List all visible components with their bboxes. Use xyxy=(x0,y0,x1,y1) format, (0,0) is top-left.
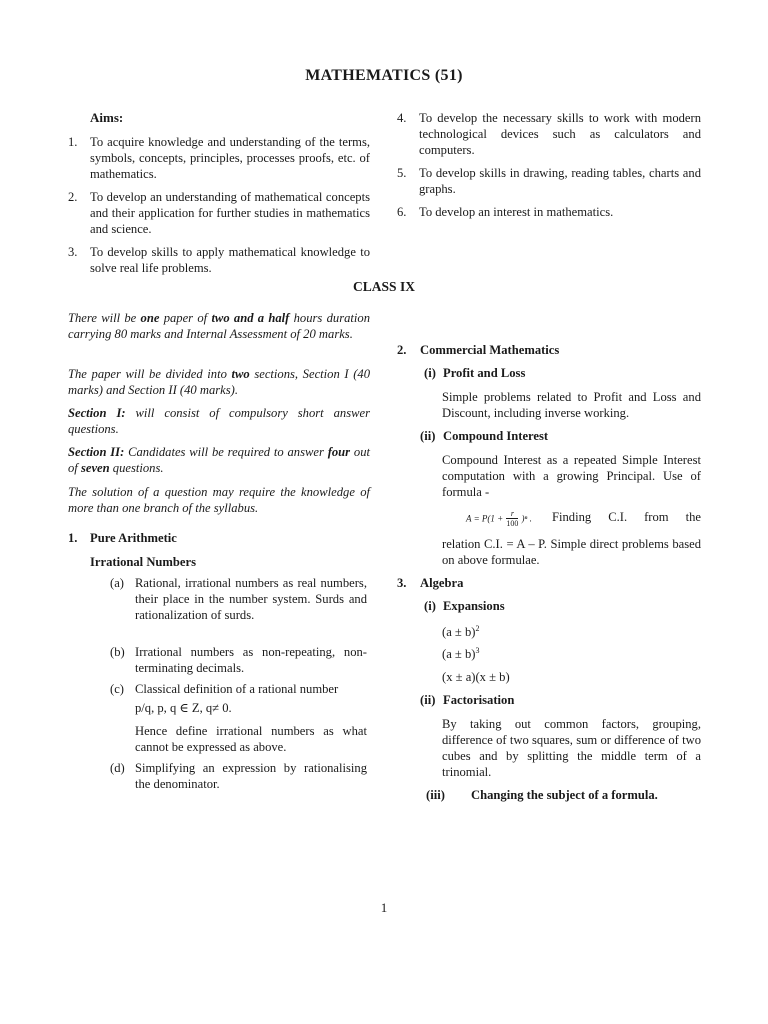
item-label: (a) xyxy=(110,576,124,590)
aim-item xyxy=(397,204,701,220)
aim-number: 5. xyxy=(397,166,407,180)
intro-emphasis: four xyxy=(327,445,351,459)
aim-text: To develop the necessary skills to work with modern technological devices such as calculators and computers. xyxy=(419,111,701,157)
section-number: 2. xyxy=(397,343,407,357)
aim-number: 4. xyxy=(397,111,407,125)
section-heading: Commercial Mathematics xyxy=(420,343,560,357)
expansion-text: (a ± b) xyxy=(442,647,476,661)
aim-number: 1. xyxy=(68,135,78,149)
expansion-formula: (x ± a)(x ± b) xyxy=(442,670,510,684)
expansion-power: 2 xyxy=(475,623,480,633)
intro-text: sections, Section I (40 marks) and Section II (40 marks). xyxy=(68,367,370,397)
subsection-text: Simple problems related to Profit and Loss and Discount, including inverse working. xyxy=(442,390,701,420)
list-item xyxy=(110,575,367,623)
section-label: Section II: xyxy=(68,445,125,459)
list-item xyxy=(110,760,367,792)
section-heading: Pure Arithmetic xyxy=(90,531,177,545)
subsection-heading: Changing the subject of a formula. xyxy=(471,788,658,802)
section-number: 3. xyxy=(397,576,407,590)
list-item xyxy=(110,644,367,676)
subsection-heading: Profit and Loss xyxy=(443,366,526,380)
formula-part: )ⁿ . xyxy=(521,513,532,524)
item-text: p/q, p, q ∈ Z, q≠ 0. xyxy=(135,701,232,715)
aim-text: To develop an interest in mathematics. xyxy=(419,205,614,219)
subsection-heading: Compound Interest xyxy=(443,429,549,443)
intro-text: out of xyxy=(68,445,370,475)
intro-text: hours duration carrying 80 marks and Internal Assessment of 20 marks. xyxy=(68,311,370,341)
intro-text: questions. xyxy=(109,461,164,475)
aim-item xyxy=(397,165,701,197)
subsection-label: (i) xyxy=(424,366,436,380)
intro-emphasis: two xyxy=(231,367,250,381)
aims-label: Aims: xyxy=(90,110,124,125)
intro-paragraph-2 xyxy=(68,366,370,398)
intro-text: There will be xyxy=(68,311,141,325)
subsection-heading: Expansions xyxy=(443,599,505,613)
item-label: (c) xyxy=(110,682,124,696)
intro-emphasis: two and a half xyxy=(211,311,290,325)
aim-text: To acquire knowledge and understanding of the terms, symbols, concepts, principles, processes proofs, etc. of mathematics. xyxy=(90,135,370,181)
intro-text: will consist of compulsory short answer questions. xyxy=(68,406,371,436)
list-item xyxy=(110,681,367,755)
section-number: 1. xyxy=(68,531,78,545)
item-label: (d) xyxy=(110,761,125,775)
aim-number: 6. xyxy=(397,205,407,219)
formula-numerator: r xyxy=(506,509,518,519)
subsection-heading: Factorisation xyxy=(443,693,515,707)
aim-item xyxy=(68,244,370,276)
intro-text: paper of xyxy=(159,311,212,325)
formula-part: A = P(1 + xyxy=(466,513,504,524)
subsection-label: (i) xyxy=(424,599,436,613)
section-heading: Algebra xyxy=(420,576,464,590)
aim-text: To develop an understanding of mathematical concepts and their application for further studies in mathematics and science. xyxy=(90,190,370,236)
item-text: Classical definition of a rational number xyxy=(135,682,339,696)
formula-followup-text: Finding C.I. from the xyxy=(552,510,701,524)
intro-emphasis: seven xyxy=(80,461,110,475)
compound-interest-formula xyxy=(466,509,701,533)
aim-number: 2. xyxy=(68,190,78,204)
item-text: Simplifying an expression by rationalising the denominator. xyxy=(135,761,367,791)
item-text: Irrational numbers as non-repeating, non- terminating decimals. xyxy=(135,645,367,675)
expansion-formula xyxy=(442,624,479,640)
expansion-power: 3 xyxy=(475,645,480,655)
intro-paragraph-5: The solution of a question may require the knowledge of more than one branch of the syllabus. xyxy=(68,485,370,515)
section-label: Section I: xyxy=(68,406,126,420)
subsection-label: (ii) xyxy=(420,429,436,443)
page-title: MATHEMATICS (51) xyxy=(305,67,463,84)
aim-item xyxy=(397,110,701,158)
intro-text: Candidates will be required to answer xyxy=(124,445,328,459)
formula-denominator: 100 xyxy=(506,519,519,528)
formula-fraction xyxy=(506,509,518,528)
aim-text: To develop skills to apply mathematical knowledge to solve real life problems. xyxy=(90,245,370,275)
intro-emphasis: one xyxy=(140,311,160,325)
subsection-text: By taking out common factors, grouping, difference of two squares, sum or difference of two cubes and by splitting the middle term of a trinomial. xyxy=(442,717,701,779)
expansion-formula xyxy=(442,646,479,662)
subsection-text: relation C.I. = A – P. Simple direct problems based on above formulae. xyxy=(442,537,701,567)
aim-number: 3. xyxy=(68,245,78,259)
subsection-heading: Irrational Numbers xyxy=(90,555,196,569)
aim-text: To develop skills in drawing, reading tables, charts and graphs. xyxy=(419,166,701,196)
page-number: 1 xyxy=(380,900,388,915)
subsection-label: (iii) xyxy=(426,788,445,802)
intro-paragraph-3 xyxy=(68,405,370,437)
item-text: Hence define irrational numbers as what cannot be expressed as above. xyxy=(135,724,367,754)
aim-item xyxy=(68,189,370,237)
item-label: (b) xyxy=(110,645,125,659)
item-text: Rational, irrational numbers as real numbers, their place in the number system. Surds and rationalization of surds. xyxy=(135,576,367,622)
aim-item xyxy=(68,134,370,182)
expansion-text: (a ± b) xyxy=(442,625,476,639)
class-title: CLASS IX xyxy=(353,279,415,294)
intro-text: The paper will be divided into xyxy=(68,367,232,381)
intro-paragraph-4 xyxy=(68,444,370,476)
subsection-label: (ii) xyxy=(420,693,436,707)
intro-paragraph-1 xyxy=(68,310,370,342)
subsection-text: Compound Interest as a repeated Simple Interest computation with a growing Principal. Use of formula - xyxy=(442,453,701,499)
